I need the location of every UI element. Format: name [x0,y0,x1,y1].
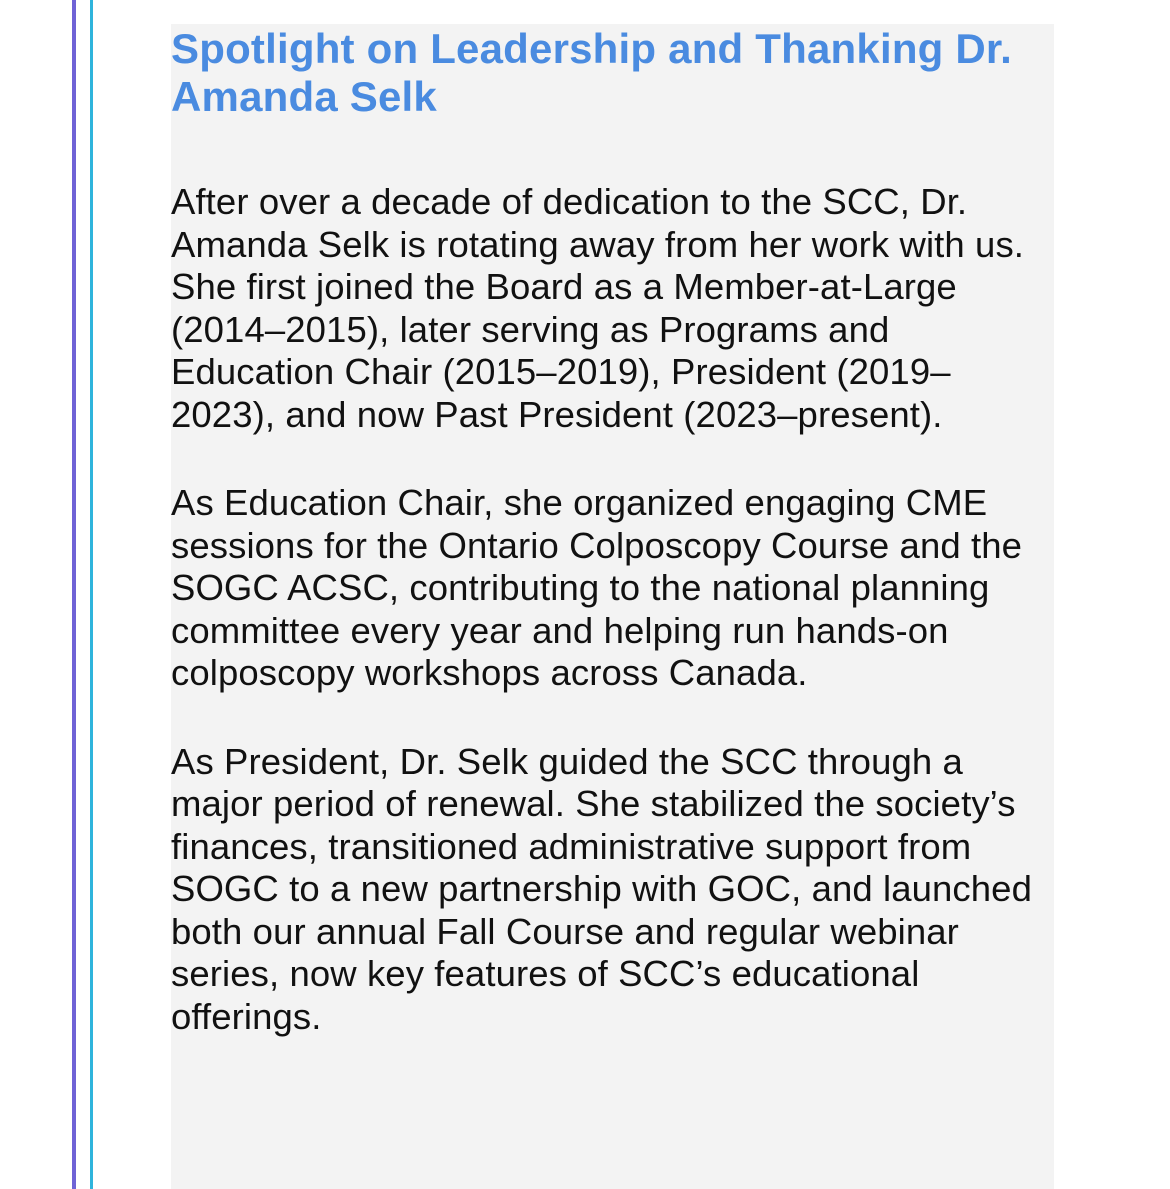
article-card [171,24,1054,1189]
article-paragraph-president: As President, Dr. Selk guided the SCC through a major period of renewal. She stabilized the society’s finances, transitioned administrative support from SOGC to a new partnership with GOC, and launched both our annual Fall Course and regular webinar series, now key features of SCC’s educational offerings. [171,740,1032,1037]
left-border-purple [72,0,76,1189]
left-border-blue [90,0,93,1189]
article-paragraph-intro: After over a decade of dedication to the SCC, Dr. Amanda Selk is rotating away from her work with us. She first joined the Board as a Member-at-Large (2014–2015), later serving as Programs and Education Chair (2015–2019), President (2019–2023), and now Past President (2023–present). [171,181,1025,435]
article-title: Spotlight on Leadership and Thanking Dr. Amanda Selk [171,25,1013,120]
article-paragraph-education-chair: As Education Chair, she organized engaging CME sessions for the Ontario Colposcopy Course and the SOGC ACSC, contributing to the national planning committee every year and helping run hands-on colposcopy workshops across Canada. [171,482,1023,693]
